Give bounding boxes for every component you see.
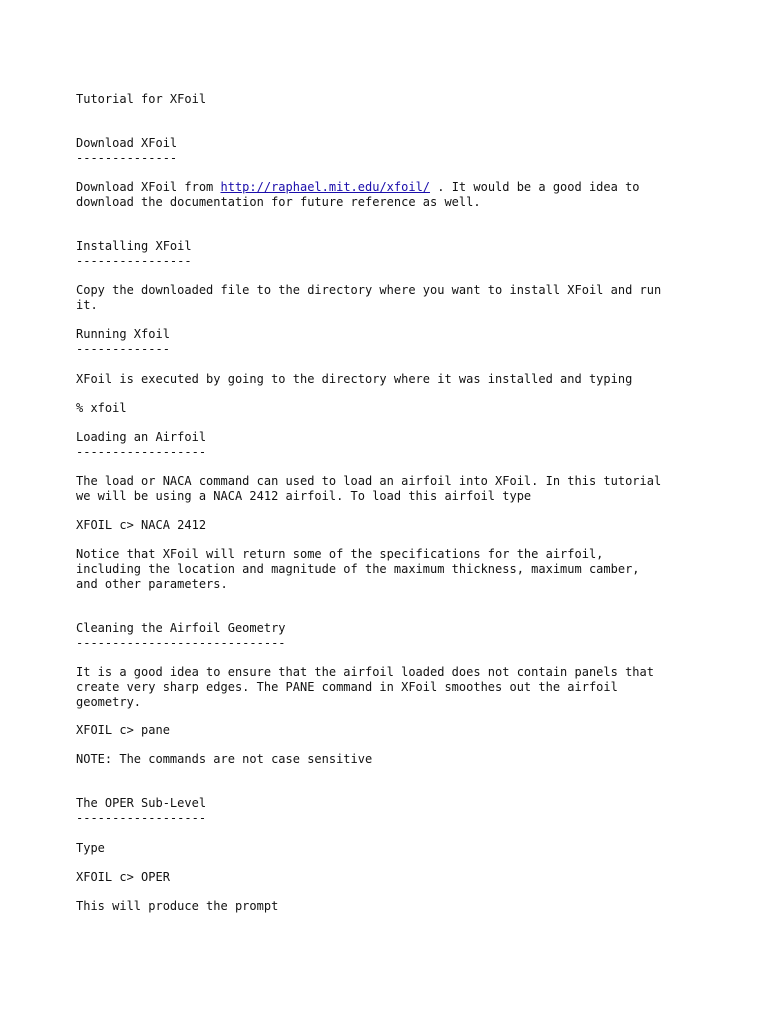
- loading-line-1: The load or NACA command can used to load an airfoil into XFoil. In this tutorial: [76, 474, 662, 488]
- heading-rule: ----------------: [76, 254, 192, 268]
- section-heading: Loading an Airfoil: [76, 430, 207, 444]
- cleaning-paragraph: [76, 665, 716, 710]
- download-text-before-link: Download XFoil from: [76, 180, 221, 194]
- section-oper: [76, 796, 716, 826]
- command-text: XFOIL c> OPER: [76, 870, 170, 884]
- running-paragraph: [76, 372, 716, 387]
- download-text-after-link: . It would be a good idea to: [430, 180, 640, 194]
- section-cleaning: [76, 621, 716, 651]
- section-heading: The OPER Sub-Level: [76, 796, 207, 810]
- section-running: [76, 327, 716, 357]
- download-line-1: [76, 180, 716, 195]
- title-text: Tutorial for XFoil: [76, 92, 207, 106]
- section-installing: [76, 239, 716, 269]
- oper-paragraph: [76, 841, 716, 856]
- download-line-2: download the documentation for future reference as well.: [76, 195, 481, 209]
- installing-line-2: it.: [76, 298, 98, 312]
- loading-note-line-2: including the location and magnitude of the maximum thickness, maximum camber,: [76, 562, 640, 576]
- oper-line-2: This will produce the prompt: [76, 899, 279, 913]
- loading-note: [76, 547, 716, 592]
- oper-prompt-paragraph: [76, 899, 716, 914]
- command-text: XFOIL c> NACA 2412: [76, 518, 207, 532]
- heading-rule: ------------------: [76, 445, 207, 459]
- cleaning-command: [76, 723, 716, 738]
- section-heading: Running Xfoil: [76, 327, 170, 341]
- xfoil-download-link[interactable]: http://raphael.mit.edu/xfoil/: [220, 180, 431, 194]
- running-line-1: XFoil is executed by going to the directory where it was installed and typing: [76, 372, 633, 386]
- running-command: [76, 401, 716, 416]
- note-text: NOTE: The commands are not case sensitive: [76, 752, 373, 766]
- heading-rule: ------------------: [76, 811, 207, 825]
- oper-command: [76, 870, 716, 885]
- cleaning-line-3: geometry.: [76, 695, 142, 709]
- section-download: [76, 136, 716, 166]
- heading-rule: --------------: [76, 151, 178, 165]
- installing-paragraph: [76, 283, 716, 313]
- loading-note-line-1: Notice that XFoil will return some of the specifications for the airfoil,: [76, 547, 604, 561]
- cleaning-note: [76, 752, 716, 767]
- command-text: XFOIL c> pane: [76, 723, 170, 737]
- cleaning-line-2: create very sharp edges. The PANE command in XFoil smoothes out the airfoil: [76, 680, 618, 694]
- installing-line-1: Copy the downloaded file to the directory where you want to install XFoil and run: [76, 283, 662, 297]
- section-heading: Cleaning the Airfoil Geometry: [76, 621, 286, 635]
- heading-rule: -----------------------------: [76, 636, 286, 650]
- section-heading: Download XFoil: [76, 136, 178, 150]
- loading-line-2: we will be using a NACA 2412 airfoil. To load this airfoil type: [76, 489, 532, 503]
- oper-line-1: Type: [76, 841, 105, 855]
- section-heading: Installing XFoil: [76, 239, 192, 253]
- loading-note-line-3: and other parameters.: [76, 577, 228, 591]
- cleaning-line-1: It is a good idea to ensure that the airfoil loaded does not contain panels that: [76, 665, 654, 679]
- section-loading: [76, 430, 716, 460]
- loading-paragraph: [76, 474, 716, 504]
- download-paragraph: [76, 180, 716, 210]
- heading-rule: -------------: [76, 342, 170, 356]
- command-text: % xfoil: [76, 401, 127, 415]
- document-title: [76, 92, 716, 107]
- loading-command: [76, 518, 716, 533]
